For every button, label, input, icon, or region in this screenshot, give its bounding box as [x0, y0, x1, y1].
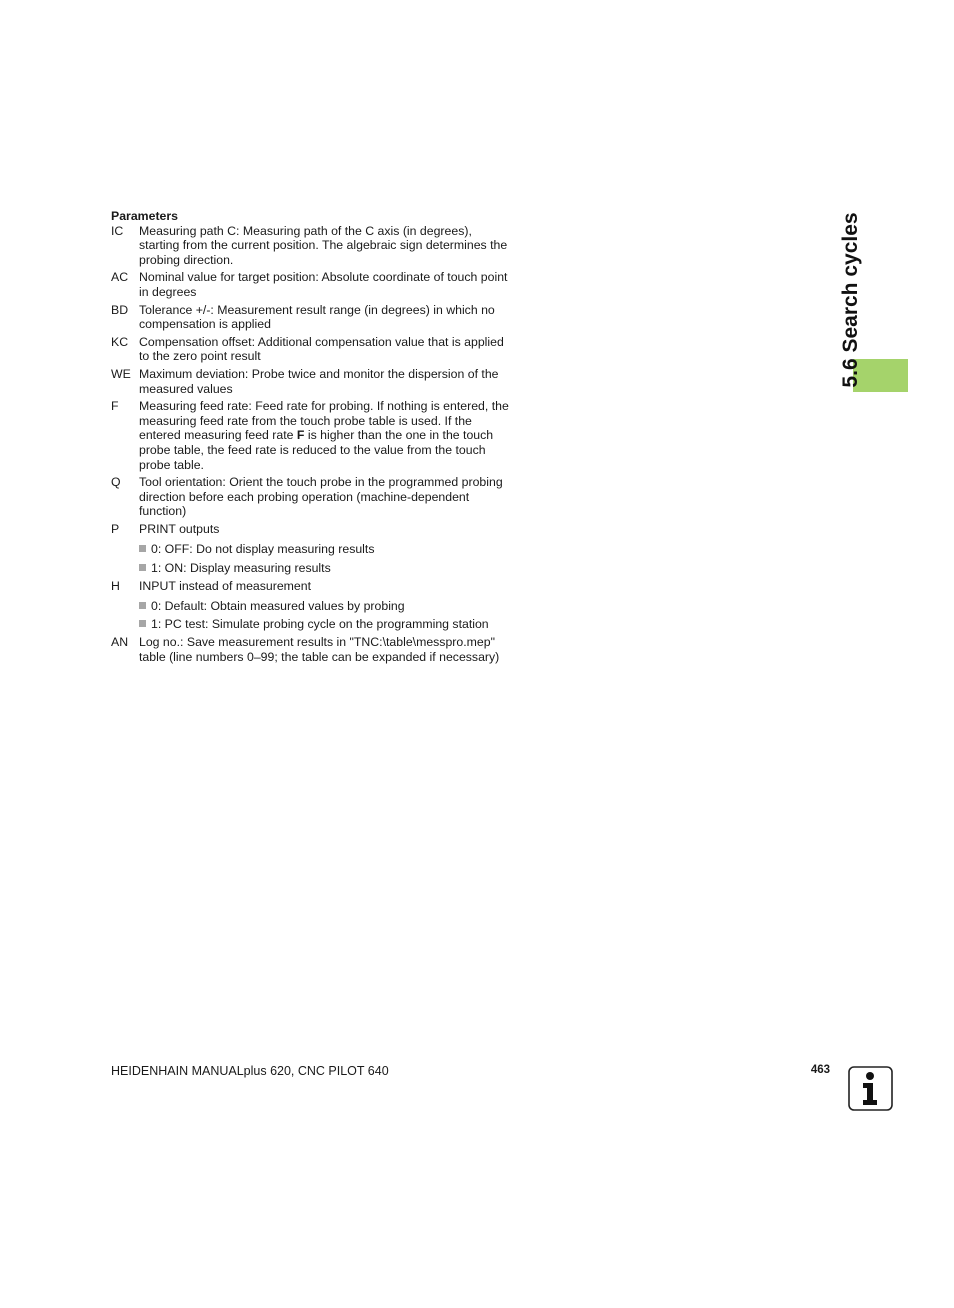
bullet-square-icon [139, 564, 146, 571]
section-title: 5.6 Search cycles [839, 212, 862, 388]
param-row-bd [111, 303, 511, 332]
page-number: 463 [810, 1064, 830, 1076]
option-item [139, 599, 511, 614]
option-item [139, 561, 511, 576]
option-text: 0: OFF: Do not display measuring results [151, 542, 375, 557]
param-desc: Measuring path C: Measuring path of the C axis (in degrees), starting from the current position. The algebraic sign determines the probing direction. [139, 223, 508, 267]
param-desc: INPUT instead of measurement [139, 578, 312, 593]
bullet-square-icon [139, 545, 146, 552]
param-options-p [139, 542, 511, 575]
parameters-heading: Parameters [111, 209, 178, 223]
parameters-block [111, 209, 511, 668]
param-code: BD [111, 302, 129, 317]
param-desc: Tool orientation: Orient the touch probe in the programmed probing direction before each probing operation (machine-dependent function) [139, 475, 503, 519]
param-desc-bold: F [296, 428, 305, 443]
param-row-f [111, 399, 511, 472]
param-options-h [139, 599, 511, 632]
param-desc-text: Measuring feed rate: Feed rate for probing. If nothing is entered, the measuring feed rate from the touch probe table is used. If the entered measuring feed rate [139, 399, 509, 443]
option-text: 1: ON: Display measuring results [151, 560, 331, 575]
param-code: F [111, 399, 119, 414]
info-icon [848, 1066, 893, 1111]
param-desc: Log no.: Save measurement results in "TNC:\table\messpro.mep" table (line numbers 0–99; the table can be expanded if necessary) [139, 635, 500, 665]
param-code: AC [111, 270, 129, 285]
param-code: P [111, 521, 120, 536]
param-code: IC [111, 223, 124, 238]
param-desc [139, 399, 511, 472]
param-desc: PRINT outputs [139, 521, 220, 536]
option-item [139, 617, 511, 632]
param-code: WE [111, 366, 131, 381]
param-code: AN [111, 635, 129, 650]
param-desc: Tolerance +/-: Measurement result range (in degrees) in which no compensation is applied [139, 302, 495, 332]
param-code: H [111, 578, 120, 593]
param-row-p [111, 522, 511, 537]
option-text: 1: PC test: Simulate probing cycle on the programming station [151, 617, 489, 632]
param-desc: Maximum deviation: Probe twice and monitor the dispersion of the measured values [139, 366, 499, 396]
param-row-q [111, 475, 511, 519]
param-row-kc [111, 335, 511, 364]
param-row-an [111, 635, 511, 664]
param-row-we [111, 367, 511, 396]
param-row-ic [111, 224, 511, 268]
param-row-ac [111, 270, 511, 299]
bullet-square-icon [139, 620, 146, 627]
option-text: 0: Default: Obtain measured values by probing [151, 599, 405, 614]
param-row-h [111, 579, 511, 594]
param-desc-text: is higher than the one in the touch probe table, the feed rate is reduced to the value from the touch probe table. [139, 428, 494, 472]
param-desc: Nominal value for target position: Absolute coordinate of touch point in degrees [139, 270, 508, 299]
param-code: Q [111, 475, 121, 490]
param-desc: Compensation offset: Additional compensation value that is applied to the zero point result [139, 334, 504, 364]
bullet-square-icon [139, 602, 146, 609]
param-code: KC [111, 334, 129, 349]
option-item [139, 542, 511, 557]
footer-manual-title: HEIDENHAIN MANUALplus 620, CNC PILOT 640 [111, 1064, 389, 1078]
